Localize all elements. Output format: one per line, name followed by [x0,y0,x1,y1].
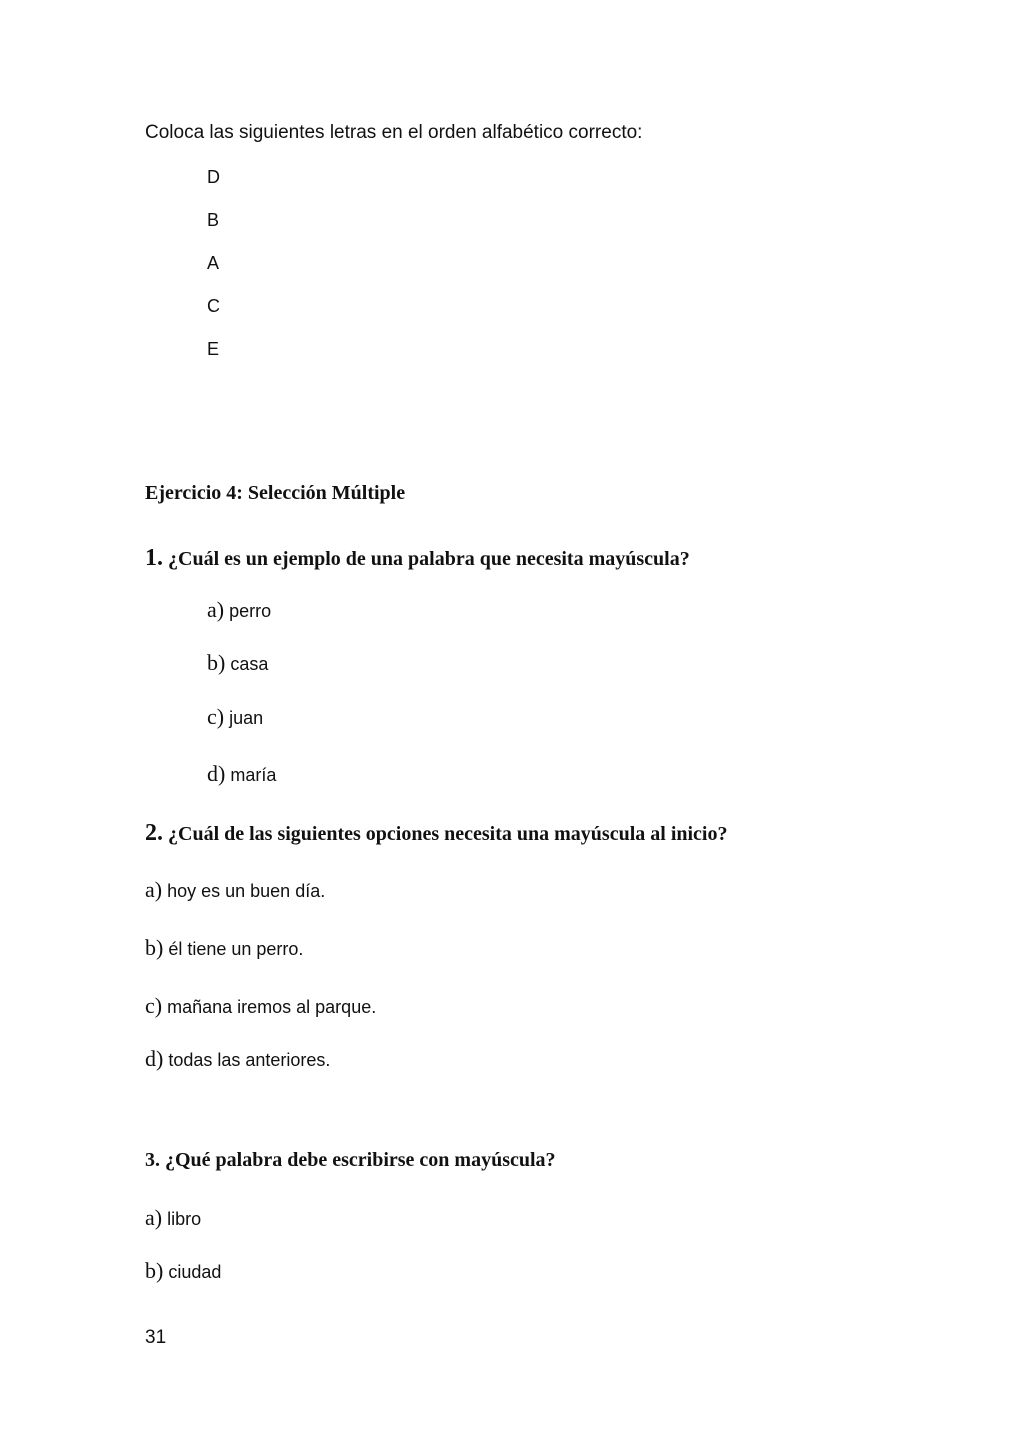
letter-item: B [207,210,220,230]
option-text: todas las anteriores. [168,1050,331,1070]
option-label: a) [145,1205,163,1230]
page-number: 31 [145,1327,167,1348]
option-label: b) [145,1258,164,1283]
option-label: b) [145,935,164,960]
letter-item: E [207,339,220,359]
question-number: 2. [145,820,163,846]
letter-item: C [207,296,220,316]
letter-item: D [207,167,220,187]
option-item[interactable] [145,935,303,961]
option-text: hoy es un buen día. [167,881,326,901]
option-text: ciudad [168,1262,222,1282]
exercise-heading: Ejercicio 4: Selección Múltiple [145,482,406,504]
option-item[interactable] [207,761,276,787]
option-text: libro [167,1209,202,1229]
option-label: b) [207,650,226,675]
option-text: juan [229,708,264,728]
question-2 [145,820,728,847]
question-number: 1. [145,545,163,571]
question-text: ¿Cuál de las siguientes opciones necesita una mayúscula al inicio? [168,823,728,845]
option-label: d) [145,1046,164,1071]
question-text: ¿Qué palabra debe escribirse con mayúscula? [165,1149,556,1171]
option-label: a) [145,877,163,902]
option-text: él tiene un perro. [168,939,304,959]
option-label: c) [207,704,225,729]
question-1 [145,545,690,572]
option-item[interactable] [145,877,325,903]
question-3 [145,1149,556,1172]
option-item[interactable] [145,993,376,1019]
instruction-text: Coloca las siguientes letras en el orden alfabético correcto: [145,122,643,143]
option-item[interactable] [145,1205,201,1231]
option-item[interactable] [207,704,263,730]
option-item[interactable] [207,597,271,623]
letter-item: A [207,253,220,273]
option-text: mañana iremos al parque. [167,997,377,1017]
question-number: 3. [145,1149,160,1171]
option-text: perro [229,601,272,621]
option-label: d) [207,761,226,786]
option-text: maría [230,765,277,785]
option-label: c) [145,993,163,1018]
option-item[interactable] [145,1258,221,1284]
option-label: a) [207,597,225,622]
option-item[interactable] [207,650,268,676]
option-item[interactable] [145,1046,330,1072]
question-text: ¿Cuál es un ejemplo de una palabra que necesita mayúscula? [168,548,690,570]
option-text: casa [230,654,269,674]
